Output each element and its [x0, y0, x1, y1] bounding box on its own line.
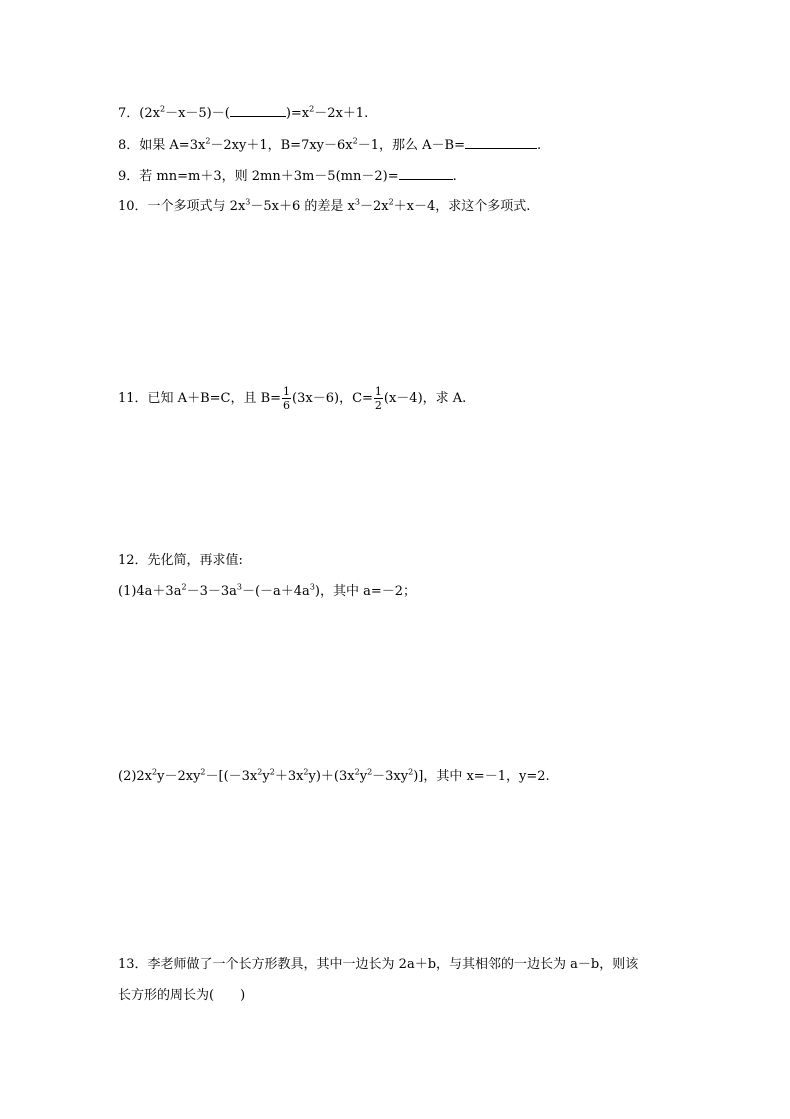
problem-8: 8．如果 $A=3x^2-2xy+1$，$B=7xy-6x^2-1$，那么 A－B= .: [118, 136, 542, 153]
problem-number: 8．: [118, 138, 140, 153]
fraction-one-sixth: $\frac{1}{6}$: [283, 385, 291, 412]
problem-12: 12．先化简，再求值:: [118, 553, 243, 568]
fraction-one-half: $\frac{1}{2}$: [374, 385, 382, 412]
problem-number: 10．: [118, 199, 148, 214]
problem-number: 7．: [118, 106, 140, 121]
problem-12-part-2: $(2)2x^2y-2xy^2-[(-3x^2y^2+3x^2y)+(3x^2y^2-3xy^2)]$，其中 x=－1，y=2.: [118, 767, 550, 784]
answer-blank[interactable]: [399, 167, 453, 180]
problem-number: 12．: [118, 553, 148, 568]
problem-10: 10．一个多项式与 $2x^3-5x+6$ 的差是 $x^3-2x^2+x-4$，求这个多项式.: [118, 197, 531, 214]
problem-7: 7．$(2x^2-x-5)-$( )$=x^2-2x+1$.: [118, 104, 369, 121]
problem-number: 11．: [118, 391, 148, 406]
problem-9: 9．若 mn=m＋3，则 2mn＋3m－5(mn－2)= .: [118, 169, 457, 184]
problem-13-line-2: 长方形的周长为( ): [118, 988, 246, 1003]
problem-11: 11．已知 A＋B=C，且 B= $\frac{1}{6}$ (3x－6)，C= $\frac{1}{2}$ (x－4)，求 A.: [118, 385, 467, 412]
problem-12-part-1: $(1)4a+3a^2-3-3a^3-(-a+4a^3)$，其中 a=－2；: [118, 582, 417, 599]
answer-blank[interactable]: [465, 136, 537, 149]
problem-number: 9．: [118, 169, 140, 184]
problem-13-line-1: 13．李老师做了一个长方形教具，其中一边长为 2a＋b，与其相邻的一边长为 a－b，则该: [118, 957, 639, 972]
problem-number: 13．: [118, 957, 148, 972]
answer-blank[interactable]: [230, 104, 286, 117]
